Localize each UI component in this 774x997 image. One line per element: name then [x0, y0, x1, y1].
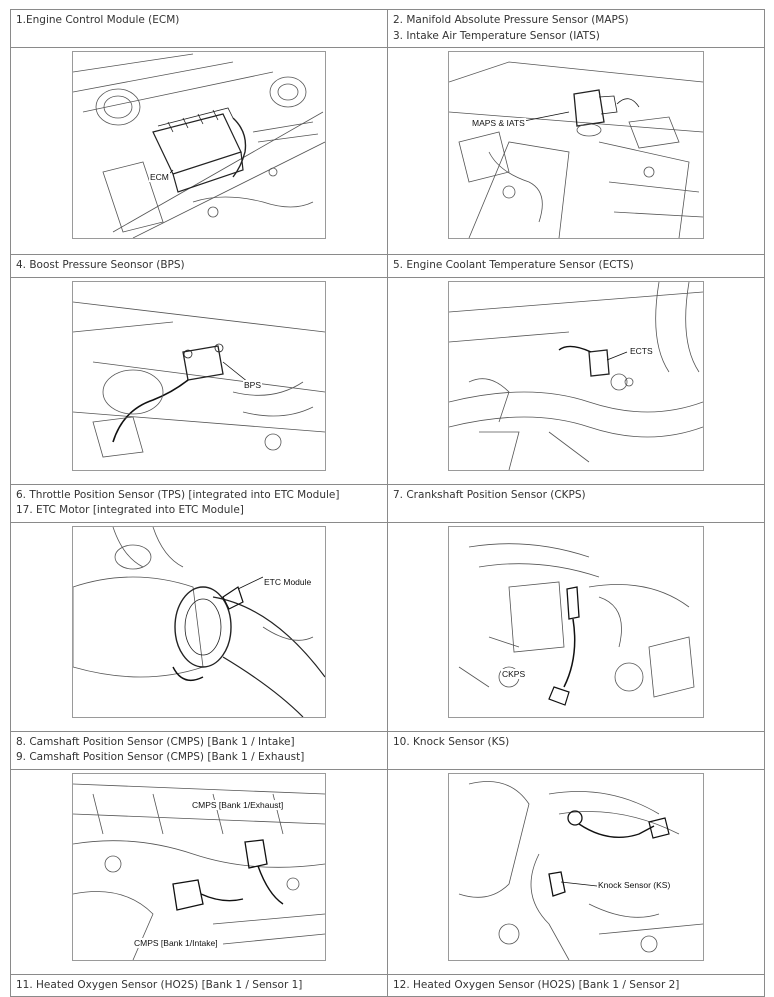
maps-iats-illustration [448, 51, 704, 239]
etc-module-illustration [72, 526, 326, 718]
knock-sensor-illustration [448, 773, 704, 961]
table-row [11, 277, 765, 484]
sensor-location-table [10, 9, 765, 997]
caption-ho2s-sensor2: 12. Heated Oxygen Sensor (HO2S) [Bank 1 / Sensor 2] [388, 974, 765, 997]
caption-ects: 5. Engine Coolant Temperature Sensor (ECTS) [388, 255, 765, 278]
caption-ecm: 1.Engine Control Module (ECM) [11, 10, 388, 48]
table-row [11, 731, 765, 769]
caption-tps-etc: 6. Throttle Position Sensor (TPS) [integrated into ETC Module] 17. ETC Motor [integrated into ETC Module] [11, 484, 388, 522]
table-row [11, 769, 765, 974]
bps-callout: BPS [244, 379, 262, 390]
etc-module-callout: ETC Module [264, 576, 312, 587]
caption-bps: 4. Boost Pressure Seonsor (BPS) [11, 255, 388, 278]
ecm-illustration [72, 51, 326, 239]
ecm-callout: ECM [150, 172, 169, 182]
cmps-intake-callout: CMPS [Bank 1/Intake] [134, 937, 218, 948]
caption-ckps: 7. Crankshaft Position Sensor (CKPS) [388, 484, 765, 522]
caption-cmps: 8. Camshaft Position Sensor (CMPS) [Bank 1 / Intake] 9. Camshaft Position Sensor (CMPS) [Bank 1 / Exhaust] [11, 731, 388, 769]
caption-ho2s-sensor1: 11. Heated Oxygen Sensor (HO2S) [Bank 1 / Sensor 1] [11, 974, 388, 997]
knock-sensor-callout: Knock Sensor (KS) [598, 879, 671, 890]
table-row [11, 974, 765, 997]
ects-callout: ECTS [630, 345, 653, 356]
maps-iats-callout: MAPS & IATS [472, 118, 525, 128]
table-row [11, 522, 765, 731]
table-row [11, 10, 765, 48]
table-row [11, 48, 765, 255]
cmps-exhaust-callout: CMPS [Bank 1/Exhaust] [192, 799, 284, 810]
ckps-illustration [448, 526, 704, 718]
ckps-callout: CKPS [502, 668, 526, 679]
ects-illustration [448, 281, 704, 471]
caption-maps-iats: 2. Manifold Absolute Pressure Sensor (MAPS) 3. Intake Air Temperature Sensor (IATS) [388, 10, 765, 48]
table-row [11, 255, 765, 278]
table-row [11, 484, 765, 522]
caption-ks: 10. Knock Sensor (KS) [388, 731, 765, 769]
cmps-illustration [72, 773, 326, 961]
bps-illustration [72, 281, 326, 471]
